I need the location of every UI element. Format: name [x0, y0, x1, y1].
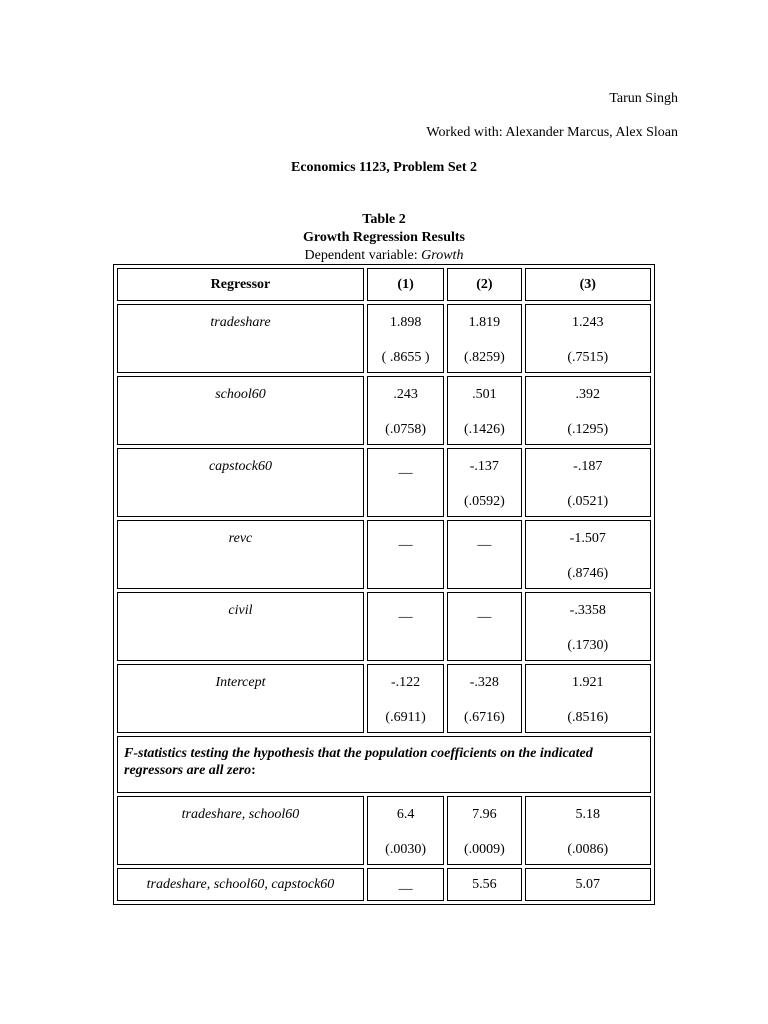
- column-header: (1): [367, 268, 444, 301]
- standard-error: (.6716): [463, 710, 505, 725]
- regressor-name: tradeshare, school60, capstock60: [146, 876, 335, 892]
- f-statistic: 6.4: [396, 807, 415, 822]
- not-included-dash: __: [398, 461, 413, 476]
- standard-error: (.0592): [463, 494, 505, 509]
- table-row: [117, 592, 651, 661]
- fstat-title-colon: :: [251, 763, 256, 778]
- regressor-name: revc: [228, 531, 253, 546]
- value-cell: [367, 592, 444, 661]
- value-cell: [367, 304, 444, 373]
- regressor-cell: [117, 376, 364, 445]
- standard-error: (.7515): [567, 350, 609, 365]
- standard-error: (.0521): [567, 494, 609, 509]
- standard-error: ( .8655 ): [381, 350, 430, 365]
- table-row: [117, 520, 651, 589]
- column-header: Regressor: [117, 268, 364, 301]
- regressor-name: tradeshare, school60: [181, 807, 300, 822]
- value-cell: [525, 868, 652, 901]
- dependent-variable-line: [0, 248, 768, 264]
- regressor-cell: [117, 520, 364, 589]
- standard-error: (.1426): [463, 422, 505, 437]
- coefficient: .392: [575, 387, 600, 402]
- dependent-variable-prefix: Dependent variable:: [304, 248, 422, 263]
- not-included-dash: __: [477, 533, 492, 548]
- value-cell: [525, 448, 652, 517]
- coefficient: .243: [393, 387, 418, 402]
- coefficient: -.187: [573, 459, 603, 474]
- regressor-name: civil: [228, 603, 253, 618]
- p-value: (.0086): [567, 842, 609, 857]
- standard-error: (.1295): [567, 422, 609, 437]
- regressor-name: school60: [215, 387, 266, 402]
- table-row: [117, 376, 651, 445]
- coefficient: -.328: [469, 675, 499, 690]
- value-cell: [367, 376, 444, 445]
- fstat-section-title: [117, 736, 651, 793]
- table-row: [117, 664, 651, 733]
- fstat-title-text: F-statistics testing the hypothesis that the population coefficients on the indicated regressors are all zero: [124, 746, 593, 778]
- value-cell: [367, 520, 444, 589]
- column-header: (2): [447, 268, 521, 301]
- value-cell: [367, 448, 444, 517]
- standard-error: (.1730): [567, 638, 609, 653]
- coefficient: -.3358: [569, 603, 606, 618]
- value-cell: [525, 304, 652, 373]
- value-cell: [447, 796, 521, 865]
- table-number: Table 2: [362, 212, 406, 227]
- coefficient: .501: [472, 387, 497, 402]
- standard-error: (.8746): [567, 566, 609, 581]
- regressor-name: tradeshare: [210, 315, 271, 330]
- coefficient: 1.898: [389, 315, 422, 330]
- regressor-cell: [117, 664, 364, 733]
- f-statistic: 5.07: [575, 876, 600, 892]
- coefficient: 1.243: [572, 315, 604, 330]
- f-statistic: 7.96: [472, 807, 497, 822]
- regression-table: [113, 264, 655, 905]
- value-cell: [525, 520, 652, 589]
- value-cell: [525, 376, 652, 445]
- p-value: (.0030): [385, 842, 426, 857]
- regressor-cell: [117, 796, 364, 865]
- table-row: [117, 868, 651, 901]
- p-value: (.0009): [463, 842, 505, 857]
- value-cell: [525, 664, 652, 733]
- coefficient: 1.921: [572, 675, 604, 690]
- value-cell: [447, 592, 521, 661]
- not-included-dash: __: [398, 605, 413, 620]
- standard-error: (.6911): [385, 710, 426, 725]
- value-cell: [447, 520, 521, 589]
- regressor-cell: [117, 448, 364, 517]
- value-cell: [447, 376, 521, 445]
- table-row: [117, 448, 651, 517]
- value-cell: [447, 448, 521, 517]
- value-cell: [447, 664, 521, 733]
- regressor-name: capstock60: [208, 459, 272, 474]
- dependent-variable-name: Growth: [421, 248, 464, 263]
- fstat-section-row: [117, 736, 651, 793]
- value-cell: [525, 796, 652, 865]
- standard-error: (.8516): [567, 710, 609, 725]
- f-statistic: 5.18: [575, 807, 600, 822]
- value-cell: [367, 664, 444, 733]
- regressor-cell: [117, 304, 364, 373]
- table-title: Growth Regression Results: [302, 230, 466, 245]
- value-cell: [525, 592, 652, 661]
- coefficient: 1.819: [468, 315, 501, 330]
- document-title: Economics 1123, Problem Set 2: [290, 160, 477, 175]
- not-included-dash: __: [398, 533, 413, 548]
- value-cell: [367, 796, 444, 865]
- regressor-name: Intercept: [215, 675, 266, 690]
- coefficient: -.137: [469, 459, 499, 474]
- table-row: [117, 796, 651, 865]
- not-included-dash: __: [398, 876, 413, 892]
- standard-error: (.8259): [463, 350, 505, 365]
- coefficient: -.122: [390, 675, 421, 690]
- regressor-cell: [117, 592, 364, 661]
- f-statistic: 5.56: [472, 876, 497, 892]
- table-header-row: [117, 268, 651, 301]
- column-header: (3): [525, 268, 652, 301]
- value-cell: [447, 868, 521, 901]
- value-cell: [367, 868, 444, 901]
- not-included-dash: __: [477, 605, 492, 620]
- table-row: [117, 304, 651, 373]
- value-cell: [447, 304, 521, 373]
- standard-error: (.0758): [385, 422, 426, 437]
- author-name: Tarun Singh: [609, 91, 678, 106]
- coefficient: -1.507: [569, 531, 606, 546]
- collaborators-line: Worked with: Alexander Marcus, Alex Sloan: [426, 125, 678, 140]
- regressor-cell: [117, 868, 364, 901]
